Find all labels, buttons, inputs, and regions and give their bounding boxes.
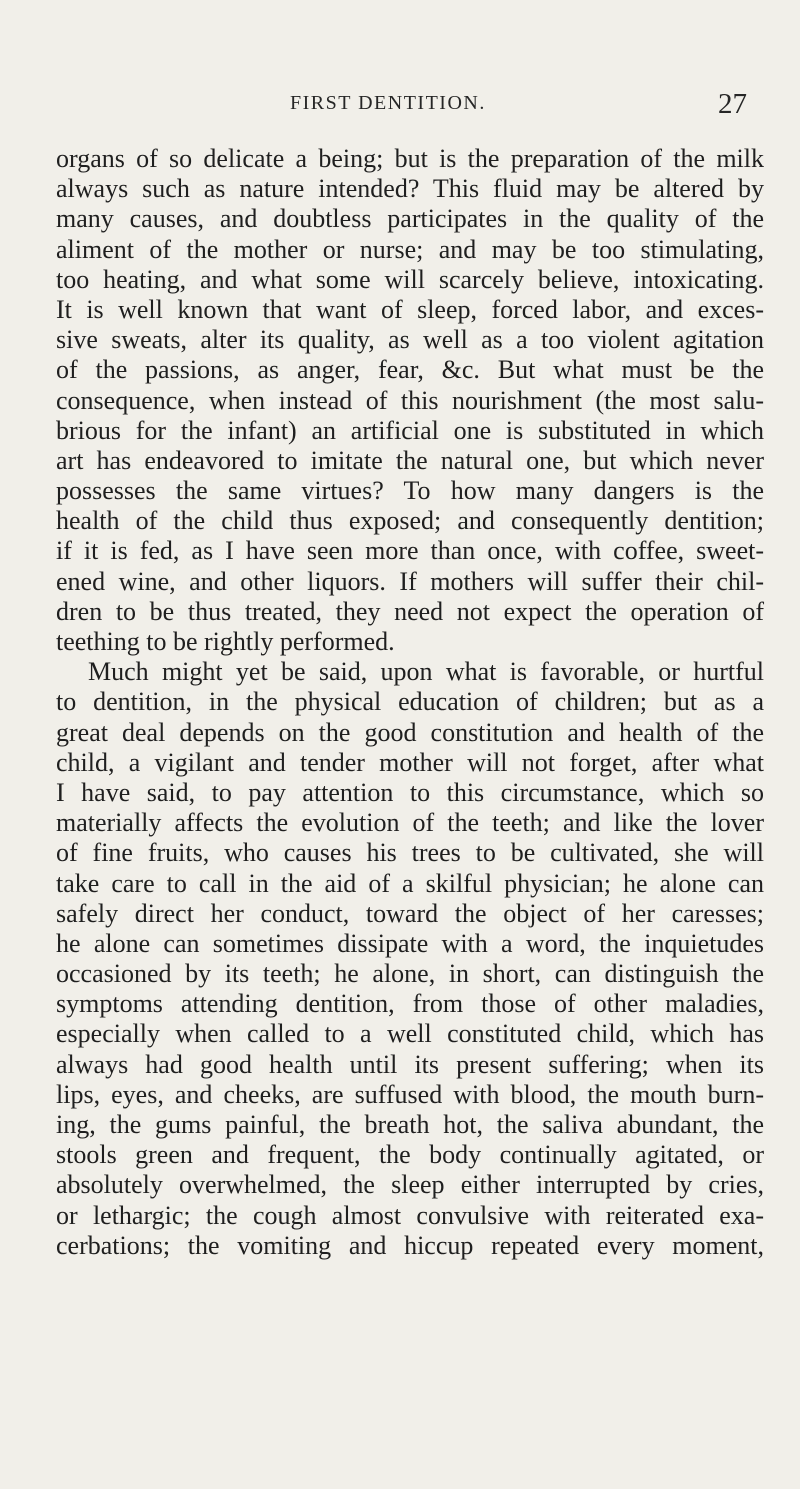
text-line: dren to be thus treated, they need not expect the operation of [56, 596, 764, 626]
text-line: or lethargic; the cough almost convulsive with reiterated exa- [56, 1200, 764, 1230]
text-line: aliment of the mother or nurse; and may be too stimulating, [56, 234, 764, 264]
body-text [56, 144, 764, 1261]
text-line: to dentition, in the physical education of children; but as a [56, 687, 764, 717]
text-line: of fine fruits, who causes his trees to be cultivated, she will [56, 838, 764, 868]
text-line: brious for the infant) an artificial one is substituted in which [56, 415, 764, 445]
text-line: lips, eyes, and cheeks, are suffused with blood, the mouth burn- [56, 1079, 764, 1109]
text-line: health of the child thus exposed; and consequently dentition; [56, 506, 764, 536]
text-line: possesses the same virtues? To how many dangers is the [56, 476, 764, 506]
text-line: ened wine, and other liquors. If mothers will suffer their chil- [56, 566, 764, 596]
running-title: FIRST DENTITION. [290, 92, 486, 114]
text-line: materially affects the evolution of the teeth; and like the lover [56, 808, 764, 838]
text-line: stools green and frequent, the body continually agitated, or [56, 1140, 764, 1170]
running-head [0, 86, 800, 126]
text-line: safely direct her conduct, toward the object of her caresses; [56, 898, 764, 928]
text-line: especially when called to a well constituted child, which has [56, 1019, 764, 1049]
text-line: always such as nature intended? This fluid may be altered by [56, 174, 764, 204]
text-line: he alone can sometimes dissipate with a word, the inquietudes [56, 928, 764, 958]
text-line: organs of so delicate a being; but is the preparation of the milk [56, 144, 764, 173]
text-line: cerbations; the vomiting and hiccup repeated every moment, [56, 1230, 764, 1260]
text-line: always had good health until its present suffering; when its [56, 1049, 764, 1079]
paragraph-start-line: Much might yet be said, upon what is favorable, or hurtful [88, 657, 764, 687]
text-line: take care to call in the aid of a skilful physician; he alone can [56, 868, 764, 898]
text-line: absolutely overwhelmed, the sleep either interrupted by cries, [56, 1170, 764, 1200]
text-line: of the passions, as anger, fear, &c. But what must be the [56, 355, 764, 385]
text-line: symptoms attending dentition, from those of other maladies, [56, 989, 764, 1019]
text-line: art has endeavored to imitate the natural one, but which never [56, 445, 764, 475]
text-line: too heating, and what some will scarcely believe, intoxicating. [56, 264, 764, 294]
text-line: many causes, and doubtless participates in the quality of the [56, 204, 764, 234]
text-line: consequence, when instead of this nourishment (the most salu- [56, 385, 764, 415]
text-line: I have said, to pay attention to this circumstance, which so [56, 777, 764, 807]
text-line: sive sweats, alter its quality, as well as a too violent agitation [56, 325, 764, 355]
paragraph-end-line: teething to be rightly performed. [56, 627, 395, 656]
text-line: child, a vigilant and tender mother will not forget, after what [56, 747, 764, 777]
text-line: It is well known that want of sleep, forced labor, and exces- [56, 294, 764, 324]
text-line: ing, the gums painful, the breath hot, the saliva abundant, the [56, 1110, 764, 1139]
text-line: great deal depends on the good constitution and health of the [56, 717, 764, 747]
page-number: 27 [718, 88, 747, 120]
text-line: occasioned by its teeth; he alone, in short, can distinguish the [56, 959, 764, 989]
text-line: if it is fed, as I have seen more than once, with coffee, sweet- [56, 536, 764, 566]
